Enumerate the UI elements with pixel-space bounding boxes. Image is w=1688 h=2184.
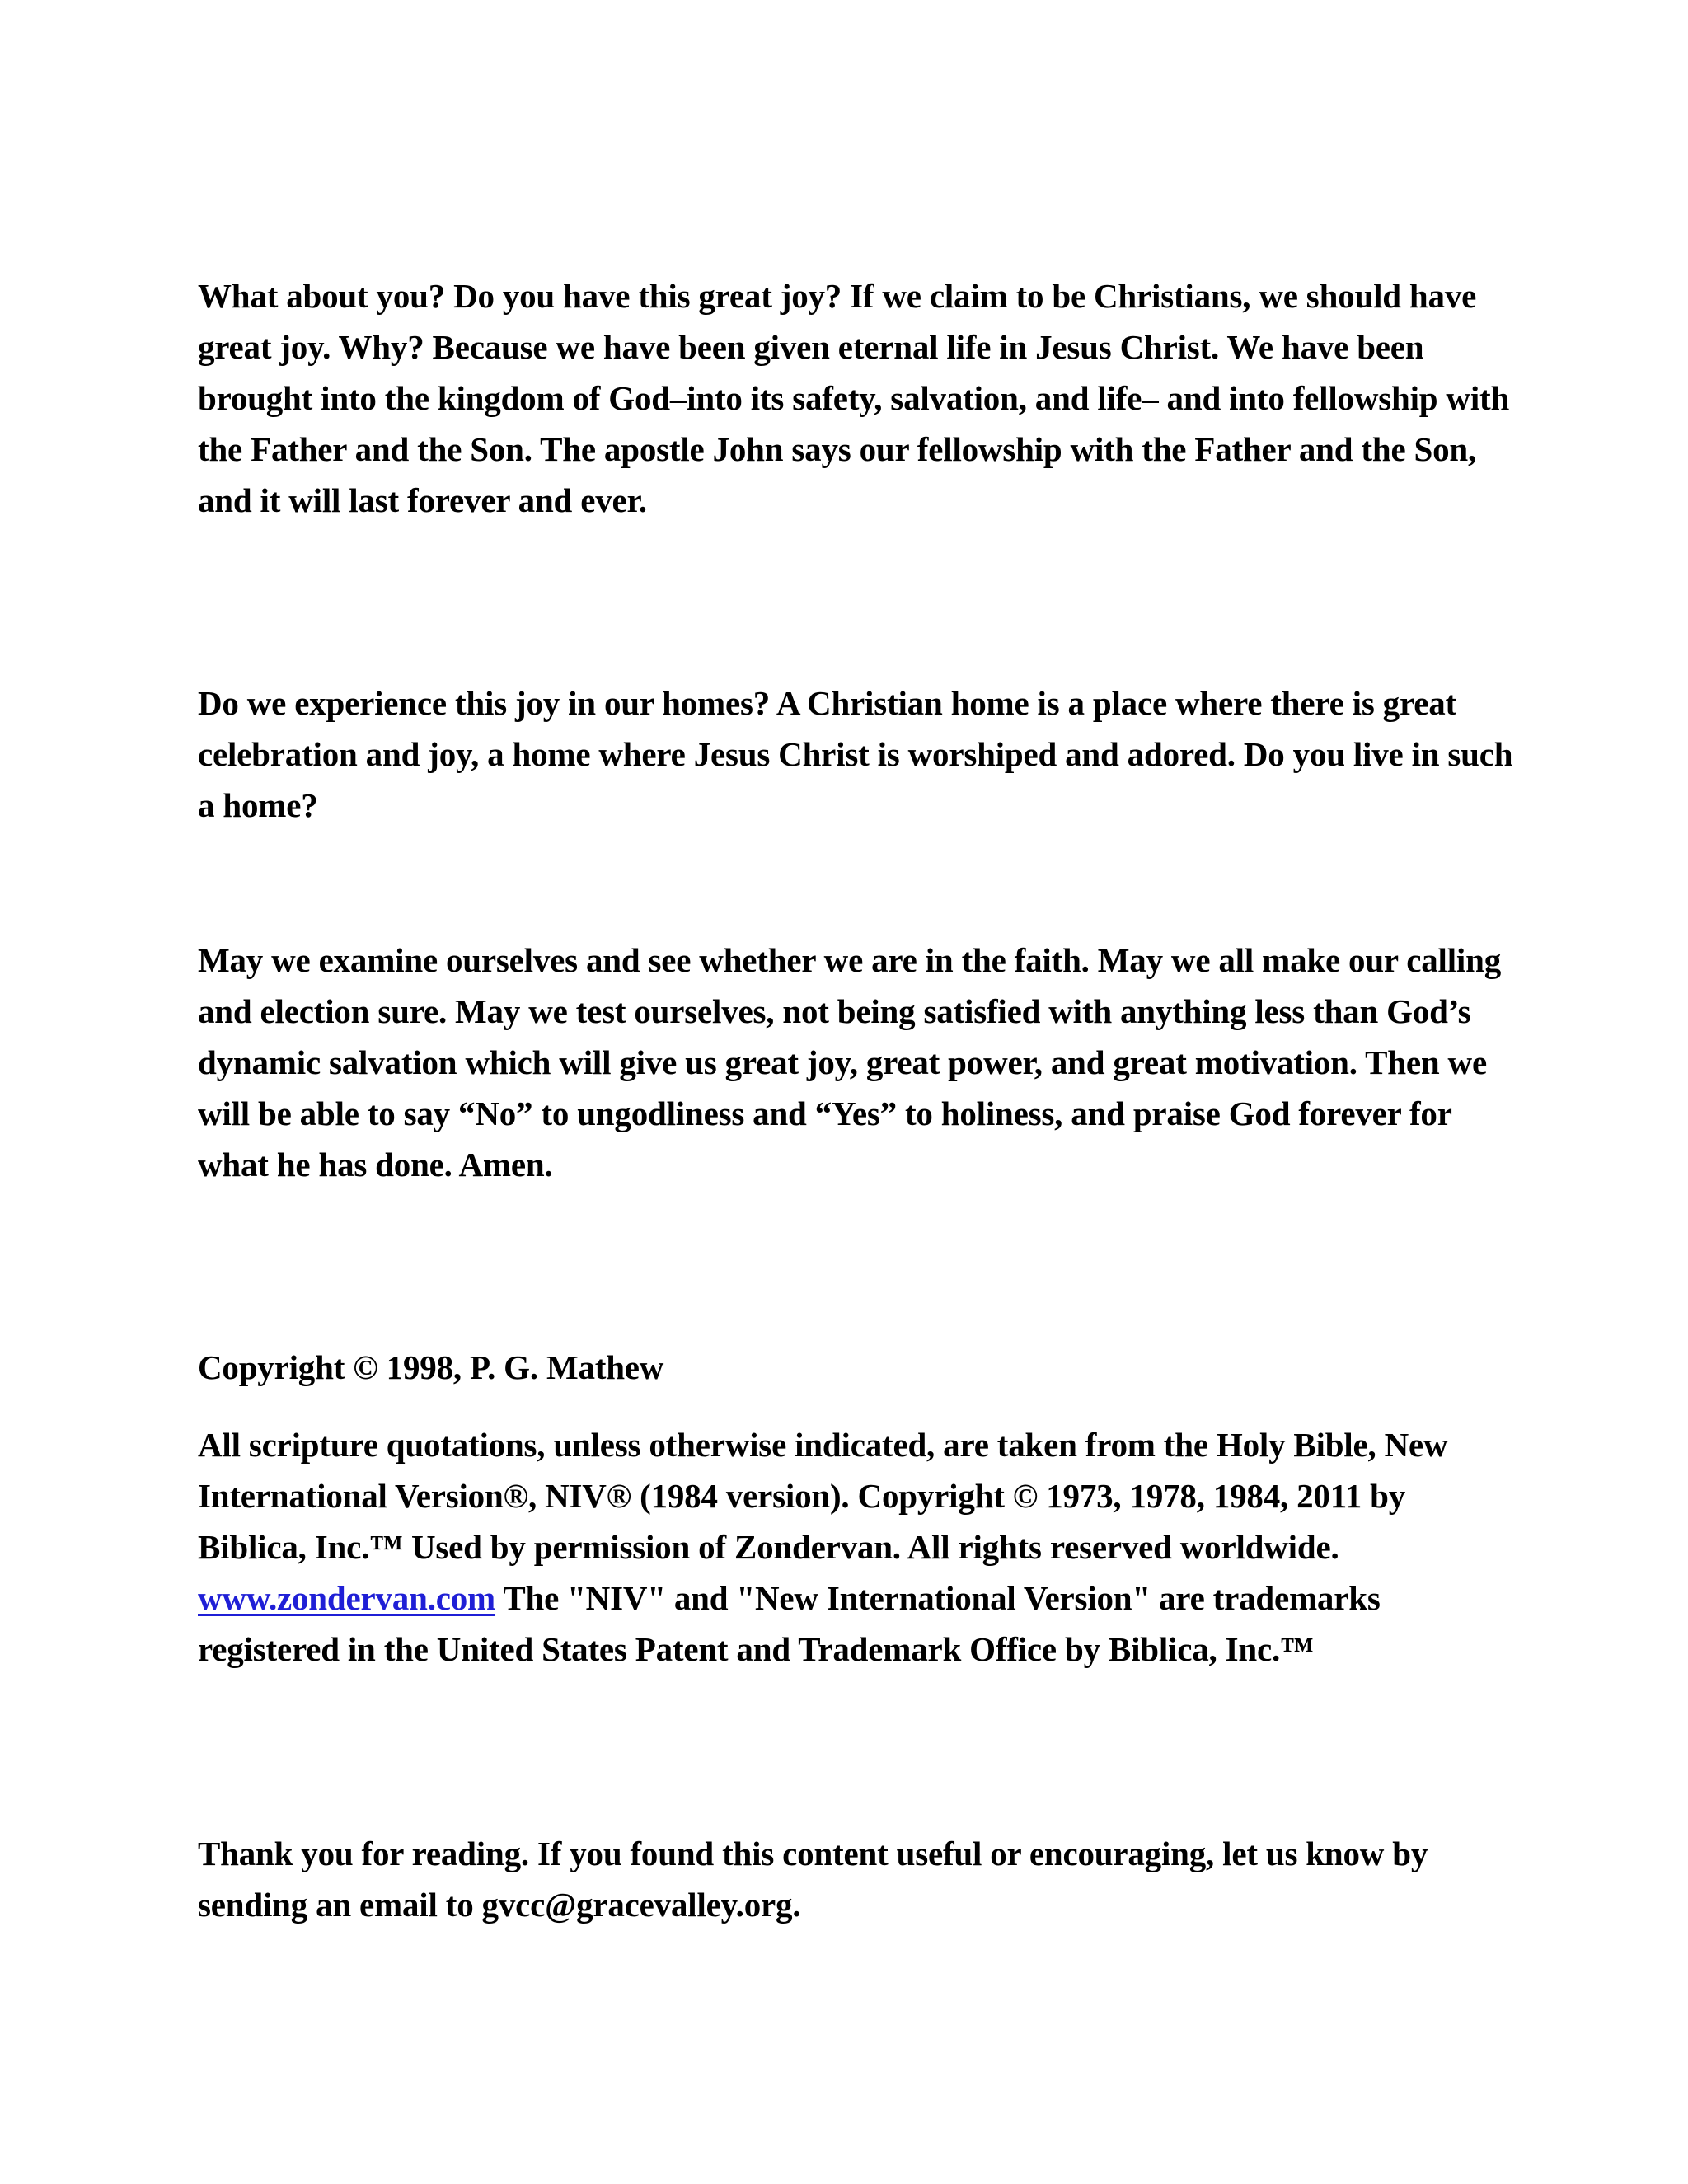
zondervan-link[interactable]: www.zondervan.com [198,1579,496,1617]
paragraph-joy-question: What about you? Do you have this great joy? If we claim to be Christians, we should have great joy. Why? Because we have been given eternal life in Jesus Christ. We have been brought into the kingdom of God–into its safety, salvation, and life– and into fellowship with the Father and the Son. The apostle John says our fellowship with the Father and the Son, and it will last forever and ever. [198,277,1510,519]
paragraph-examine-ourselves: May we examine ourselves and see whether we are in the faith. May we all make our calling and election sure. May we test ourselves, not being satisfied with anything less than God’s dynamic salvation which will give us great joy, great power, and great motivation. Then we will be able to say “No” to ungodliness and “Yes” to holiness, and praise God forever for what he has done. Amen. [198,941,1502,1183]
paragraph-christian-home: Do we experience this joy in our homes? A Christian home is a place where there is great celebration and joy, a home where Jesus Christ is worshiped and adored. Do you live in such a home? [198,684,1513,824]
scripture-notice-text: All scripture quotations, unless otherwise indicated, are taken from the Holy Bible, New International Version®, NIV® (1984 version). Copyright © 1973, 1978, 1984, 2011 by Biblica, Inc.™ Used by permission of Zondervan. All rights reserved worldwide. [198,1426,1448,1566]
copyright-line: Copyright © 1998, P. G. Mathew [198,1348,664,1386]
scripture-notice-trademark-text: The "NIV" and "New International Version" are trademarks registered in the United States Patent and Trademark Office by Biblica, Inc.™ [198,1579,1381,1668]
scripture-notice [198,1419,1517,1675]
closing-paragraph: Thank you for reading. If you found this content useful or encouraging, let us know by sending an email to gvcc@gracevalley.org. [198,1835,1428,1924]
